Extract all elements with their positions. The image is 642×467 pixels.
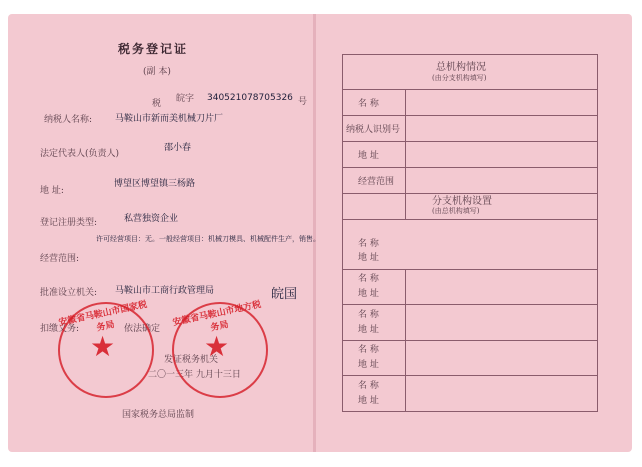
table-divider (405, 89, 406, 219)
tax-number-suffix: 号 (298, 97, 308, 107)
hq-row-label: 纳税人识别号 (346, 125, 401, 135)
seal-star-icon: ★ (204, 330, 230, 363)
branch-address-label: 地 址 (358, 289, 379, 299)
issuer-note: 发证税务机关 (164, 355, 219, 365)
table-rule (343, 219, 597, 220)
withholding-value: 依法确定 (124, 324, 161, 334)
footer-supervisor: 国家税务总局监制 (122, 410, 195, 420)
page-title: 税务登记证 (118, 42, 189, 56)
branch-address-label: 地 址 (358, 325, 379, 335)
table-rule (343, 269, 597, 270)
state-tax-seal-text: 安徽省马鞍山市国家税务局 (57, 299, 149, 334)
branch-title: 分支机构设置 (432, 196, 492, 207)
branch-subtitle: (由总机构填写) (432, 207, 480, 215)
local-tax-seal-text: 安徽省马鞍山市地方税务局 (171, 299, 263, 334)
tax-number: 340521078705326 (207, 93, 293, 103)
taxpayer-name-label: 纳税人名称: (44, 115, 93, 125)
branch-address-label: 地 址 (358, 253, 379, 263)
table-rule (343, 167, 597, 168)
branch-name-label: 名 称 (358, 310, 379, 320)
withholding-label: 扣缴义务: (40, 324, 80, 334)
issue-date: 二〇一三年 九月十三日 (148, 370, 241, 380)
province-mark: 皖国 (271, 287, 298, 302)
reg-type: 私营独资企业 (124, 214, 179, 224)
hq-title: 总机构情况 (436, 62, 486, 73)
branch-name-label: 名 称 (358, 239, 379, 249)
hq-row-label: 名 称 (358, 99, 379, 109)
scope-label: 经营范围: (40, 254, 80, 264)
hq-row-label: 地 址 (358, 151, 379, 161)
reg-type-label: 登记注册类型: (40, 218, 98, 228)
table-rule (343, 141, 597, 142)
tax-code-prefix: 皖字 (176, 94, 195, 104)
seal-star-icon: ★ (90, 330, 116, 363)
table-rule (343, 115, 597, 116)
branch-address-label: 地 址 (358, 360, 379, 370)
table-rule (343, 375, 597, 376)
address: 博望区博望镇三杨路 (114, 179, 196, 189)
branch-name-label: 名 称 (358, 274, 379, 284)
tax-word: 税 (152, 99, 162, 109)
approval-org: 马鞍山市工商行政管理局 (115, 286, 215, 296)
table-rule (343, 304, 597, 305)
hq-row-label: 经营范围 (358, 177, 395, 187)
branch-address-label: 地 址 (358, 396, 379, 406)
page-subtitle: (副 本) (143, 67, 171, 77)
hq-subtitle: (由分支机构填写) (432, 74, 487, 82)
branch-name-label: 名 称 (358, 345, 379, 355)
branch-name-label: 名 称 (358, 381, 379, 391)
legal-rep-label: 法定代表人(负责人) (40, 149, 120, 159)
left-page (8, 14, 314, 452)
address-label: 地 址: (40, 186, 64, 196)
business-scope: 许可经营项目：无。一般经营项目：机械刀模具、机械配件生产，销售。 (96, 235, 320, 243)
legal-rep: 邵小春 (164, 143, 192, 153)
table-rule (343, 340, 597, 341)
approval-label: 批准设立机关: (40, 288, 98, 298)
branch-table (342, 54, 598, 412)
taxpayer-name: 马鞍山市新而美机械刀片厂 (115, 114, 224, 124)
table-rule (343, 89, 597, 90)
